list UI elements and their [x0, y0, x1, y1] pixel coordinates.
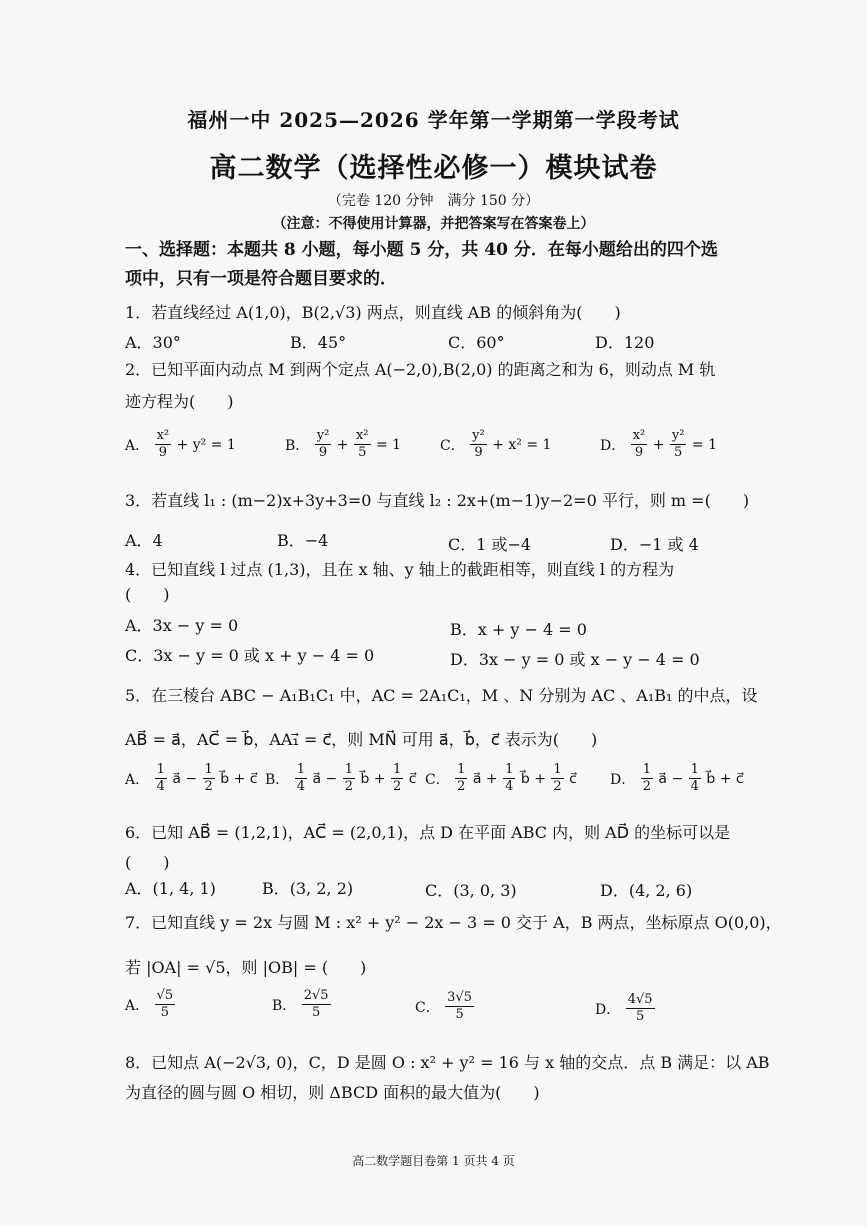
question-7-option-c: C． $\frac{3√5}{5}$ [415, 990, 472, 1022]
question-1-stem: 1．若直线经过 A(1,0)，B(2,√3) 两点，则直线 AB 的倾斜角为( ) [125, 303, 621, 322]
question-5-stem-line-1: 5．在三棱台 ABC − A₁B₁C₁ 中，AC = 2A₁C₁，M 、N 分别为 AC 、A₁B₁ 的中点，设 [125, 686, 758, 705]
fraction: $\frac{2√5}{5}$ [303, 988, 329, 1020]
question-8-stem-line-2: 为直径的圆与圆 O 相切，则 ΔBCD 面积的最大值为( ) [125, 1083, 540, 1102]
fraction: $\frac{1}{4}$ [296, 762, 306, 794]
fraction: $\frac{1}{2}$ [553, 762, 562, 794]
question-5-option-a: A． $\frac{1}{4}$ a⃗ − $\frac{1}{2}$ b⃗ + c⃗ [125, 762, 258, 794]
question-6-stem-line-2: ( ) [125, 853, 170, 872]
question-2-option-b: B． $\frac{\text{y²}}{9}$ + $\frac{\text{x²}}{5}$ = 1 [285, 428, 402, 460]
school-exam-line: 福州一中 2025—2026 学年第一学期第一学段考试 [187, 108, 680, 132]
question-1-option-a: A．30° [125, 333, 181, 352]
fraction: $\frac{\text{y²}}{9}$ [472, 428, 485, 460]
question-2-option-c: C． $\frac{\text{y²}}{9}$ + x² = 1 [440, 428, 552, 460]
question-3-option-a: A．4 [125, 531, 163, 550]
question-3-option-d: D．−1 或 4 [610, 535, 699, 554]
question-6-stem-line-1: 6．已知 AB⃗ = (1,2,1)，AC⃗ = (2,0,1)，点 D 在平面 ABC 内，则 AD⃗ 的坐标可以是 [125, 823, 731, 842]
question-6-option-d: D．(4, 2, 6) [600, 881, 693, 900]
fraction: $\frac{1}{4}$ [156, 762, 165, 794]
question-6-option-b: B．(3, 2, 2) [262, 879, 354, 898]
question-4-option-a: A．3x − y = 0 [125, 616, 239, 635]
question-5-option-c: C． $\frac{1}{2}$ a⃗ + $\frac{1}{4}$ b⃗ + $\frac{1}{2}$ c⃗ [425, 762, 577, 794]
question-7-stem-line-2: 若 |OA| = √5，则 |OB| = ( ) [125, 958, 367, 977]
exam-meta: （完卷 120 分钟 满分 150 分） [327, 193, 540, 209]
question-7-option-b: B． $\frac{2√5}{5}$ [272, 988, 329, 1020]
fraction: $\frac{1}{2}$ [457, 762, 466, 794]
fraction: $\frac{1}{4}$ [505, 762, 514, 794]
question-8-stem-line-1: 8．已知点 A(−2√3, 0)，C，D 是圆 O : x² + y² = 16 与 x 轴的交点．点 B 满足：以 AB [125, 1053, 770, 1072]
question-1-option-c: C．60° [448, 333, 505, 352]
fraction: $\frac{1}{4}$ [690, 762, 699, 794]
question-7-option-a: A． $\frac{√5}{5}$ [125, 988, 174, 1020]
fraction: $\frac{\text{x²}}{9}$ [632, 428, 646, 460]
question-2-option-a: A． $\frac{\text{x²}}{9}$ + y² = 1 [125, 428, 236, 460]
fraction: $\frac{\text{y²}}{9}$ [316, 428, 330, 460]
fraction: $\frac{1}{2}$ [204, 762, 213, 794]
page-title: 高二数学（选择性必修一）模块试卷 [209, 153, 658, 184]
question-5-option-b: B． $\frac{1}{4}$ a⃗ − $\frac{1}{2}$ b⃗ + $\frac{1}{2}$ c⃗ [265, 762, 417, 794]
section-heading-line-2: 项中，只有一项是符合题目要求的． [125, 269, 397, 289]
fraction: $\frac{1}{2}$ [642, 762, 651, 794]
question-5-option-d: D． $\frac{1}{2}$ a⃗ − $\frac{1}{4}$ b⃗ + c⃗ [610, 762, 744, 794]
question-1-option-b: B．45° [290, 333, 347, 352]
fraction: $\frac{\text{y²}}{5}$ [671, 428, 685, 460]
question-2-option-d: D． $\frac{\text{x²}}{9}$ + $\frac{\text{y²}}{5}$ = 1 [600, 428, 717, 460]
question-2-stem-line-1: 2．已知平面内动点 M 到两个定点 A(−2,0),B(2,0) 的距离之和为 6，则动点 M 轨 [125, 360, 716, 379]
fraction: $\frac{\text{x²}}{5}$ [355, 428, 369, 460]
question-6-option-c: C．(3, 0, 3) [425, 881, 517, 900]
fraction: $\frac{3√5}{5}$ [447, 990, 472, 1022]
fraction: $\frac{4√5}{5}$ [627, 992, 653, 1024]
question-4-option-c: C．3x − y = 0 或 x + y − 4 = 0 [125, 646, 375, 665]
exam-notice: （注意：不得使用计算器，并把答案写在答案卷上） [272, 216, 595, 232]
question-2-stem-line-2: 迹方程为( ) [125, 392, 234, 411]
question-3-stem: 3．若直线 l₁ : (m−2)x+3y+3=0 与直线 l₂ : 2x+(m−1)y−2=0 平行，则 m =( ) [125, 491, 750, 510]
question-3-option-c: C．1 或−4 [448, 535, 532, 554]
question-1-option-d: D．120 [595, 333, 655, 352]
fraction: $\frac{\text{x²}}{9}$ [156, 428, 170, 460]
question-4-option-b: B．x + y − 4 = 0 [450, 620, 587, 639]
fraction: $\frac{1}{2}$ [344, 762, 353, 794]
section-heading [125, 236, 765, 294]
question-4-option-d: D．3x − y = 0 或 x − y − 4 = 0 [450, 650, 700, 669]
question-3-option-b: B．−4 [277, 531, 329, 550]
question-4-stem-line-2: ( ) [125, 585, 170, 604]
question-6-option-a: A．(1, 4, 1) [125, 879, 216, 898]
question-4-stem-line-1: 4．已知直线 l 过点 (1,3)，且在 x 轴、y 轴上的截距相等，则直线 l 的方程为 [125, 560, 675, 579]
fraction: $\frac{1}{2}$ [392, 762, 402, 794]
section-heading-line-1: 一、选择题：本题共 8 小题，每小题 5 分，共 40 分．在每小题给出的四个选 [125, 240, 718, 260]
question-7-stem-line-1: 7．已知直线 y = 2x 与圆 M : x² + y² − 2x − 3 = 0 交于 A，B 两点，坐标原点 O(0,0)， [125, 913, 782, 932]
question-7-option-d: D． $\frac{4√5}{5}$ [595, 992, 653, 1024]
question-5-stem-line-2: AB⃗ = a⃗，AC⃗ = b⃗，AA₁⃗ = c⃗，则 MN⃗ 可用 a⃗，b⃗，c⃗ 表示为( ) [125, 730, 598, 749]
page-footer: 高二数学题目卷第 1 页共 4 页 [352, 1154, 515, 1168]
fraction: $\frac{√5}{5}$ [156, 988, 174, 1020]
